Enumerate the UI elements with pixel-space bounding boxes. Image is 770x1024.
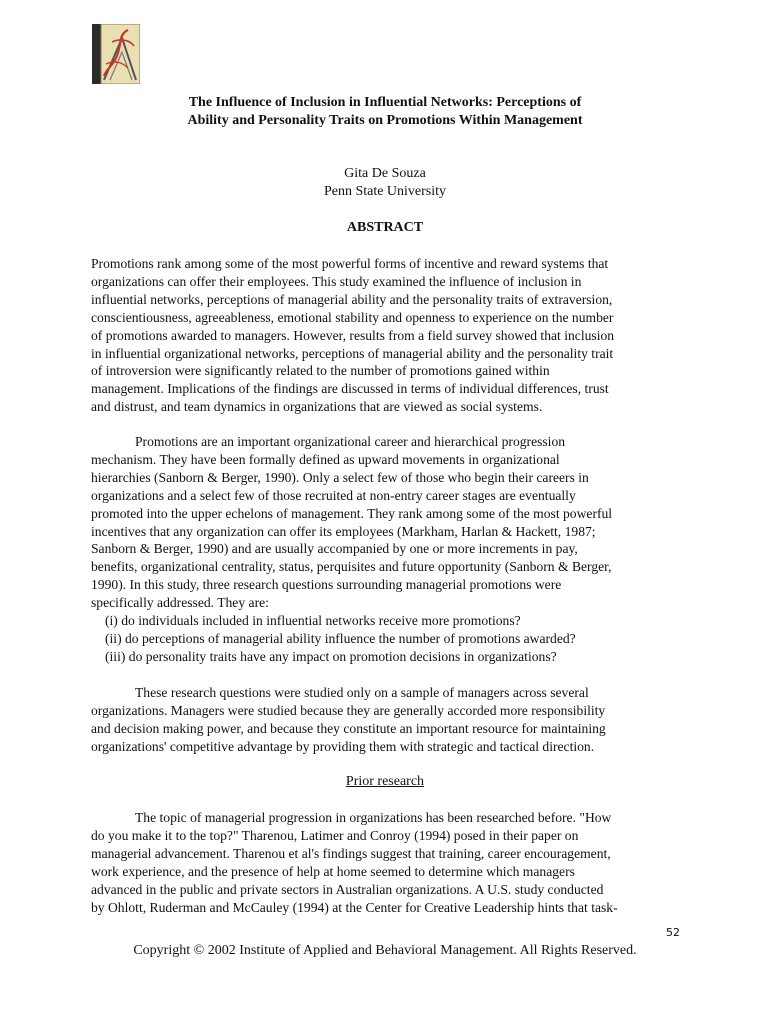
text-line: mechanism. They have been formally defined as upward movements in organizational bbox=[91, 451, 560, 467]
page-number: 52 bbox=[666, 926, 680, 939]
text-line: Sanborn & Berger, 1990) and are usually accompanied by one or more increments in pay, bbox=[91, 541, 578, 557]
author-name: Gita De Souza bbox=[344, 166, 426, 181]
text-line: and distrust, and team dynamics in organizations that are viewed as social systems. bbox=[91, 399, 543, 415]
research-question: (iii) do personality traits have any impact on promotion decisions in organizations? bbox=[105, 648, 557, 664]
title-line: Ability and Personality Traits on Promotions Within Management bbox=[187, 113, 583, 128]
text-line: 1990). In this study, three research questions surrounding managerial promotions were bbox=[91, 577, 562, 593]
paper-title bbox=[100, 94, 670, 130]
prior-research-paragraph bbox=[91, 809, 679, 916]
text-line: organizations. Managers were studied because they are generally accorded more responsibility bbox=[91, 702, 606, 718]
text-line: of promotions awarded to managers. However, results from a field survey showed that inclusion bbox=[91, 327, 615, 343]
text-line: management. Implications of the findings are discussed in terms of individual differences, trust bbox=[91, 381, 609, 397]
copyright-footer: Copyright © 2002 Institute of Applied and Behavioral Management. All Rights Reserved. bbox=[133, 943, 637, 958]
text-line: of introversion were significantly related to the number of promotions gained within bbox=[91, 363, 550, 379]
author-block bbox=[100, 165, 670, 201]
text-line: by Ohlott, Ruderman and McCauley (1994) at the Center for Creative Leadership hints that task- bbox=[91, 899, 618, 915]
title-line: The Influence of Inclusion in Influential Networks: Perceptions of bbox=[188, 95, 582, 110]
text-line: benefits, organizational centrality, status, perquisites and future opportunity (Sanborn & Berger, bbox=[91, 559, 612, 575]
text-line: influential networks, perceptions of managerial ability and the personality traits of extraversion, bbox=[91, 291, 613, 307]
author-affiliation: Penn State University bbox=[323, 184, 447, 199]
text-line: organizations can offer their employees. This study examined the influence of inclusion in bbox=[91, 273, 582, 289]
intro-paragraph bbox=[91, 433, 679, 666]
section-heading-prior-research: Prior research bbox=[345, 774, 425, 789]
text-line: organizations' competitive advantage by providing them with strategic and tactical direction. bbox=[91, 738, 595, 754]
text-line: managerial advancement. Tharenou et al's findings suggest that training, career encouragement, bbox=[91, 845, 611, 861]
text-line: Promotions rank among some of the most powerful forms of incentive and reward systems that bbox=[91, 256, 609, 271]
journal-logo bbox=[92, 24, 140, 84]
text-line: Promotions are an important organizational career and hierarchical progression bbox=[135, 434, 566, 449]
text-line: do you make it to the top?" Tharenou, Latimer and Conroy (1994) posed in their paper on bbox=[91, 827, 579, 843]
research-question: (i) do individuals included in influential networks receive more promotions? bbox=[105, 613, 521, 629]
research-question: (ii) do perceptions of managerial ability influence the number of promotions awarded? bbox=[105, 630, 576, 646]
abstract-paragraph bbox=[91, 255, 679, 416]
text-line: organizations and a select few of those recruited at non-entry career stages are eventually bbox=[91, 487, 576, 503]
text-line: and decision making power, and because they constitute an important resource for maintaining bbox=[91, 720, 606, 736]
text-line: specifically addressed. They are: bbox=[91, 595, 269, 611]
text-line: promoted into the upper echelons of management. They rank among some of the most powerful bbox=[91, 505, 613, 521]
text-line: incentives that any organization can offer its employees (Markham, Harlan & Hackett, 1987; bbox=[91, 523, 596, 539]
text-line: The topic of managerial progression in organizations has been researched before. "How bbox=[135, 810, 612, 825]
text-line: conscientiousness, agreeableness, emotional stability and openness to experience on the number bbox=[91, 309, 614, 325]
text-line: in influential organizational networks, perceptions of managerial ability and the personality trait bbox=[91, 345, 614, 361]
text-line: work experience, and the presence of help at home seemed to determine which managers bbox=[91, 863, 575, 879]
text-line: These research questions were studied only on a sample of managers across several bbox=[135, 685, 589, 700]
text-line: advanced in the public and private sectors in Australian organizations. A U.S. study conducted bbox=[91, 881, 604, 897]
scope-paragraph bbox=[91, 684, 679, 756]
abstract-heading: ABSTRACT bbox=[346, 220, 424, 235]
text-line: hierarchies (Sanborn & Berger, 1990). Only a select few of those who begin their careers in bbox=[91, 469, 589, 485]
